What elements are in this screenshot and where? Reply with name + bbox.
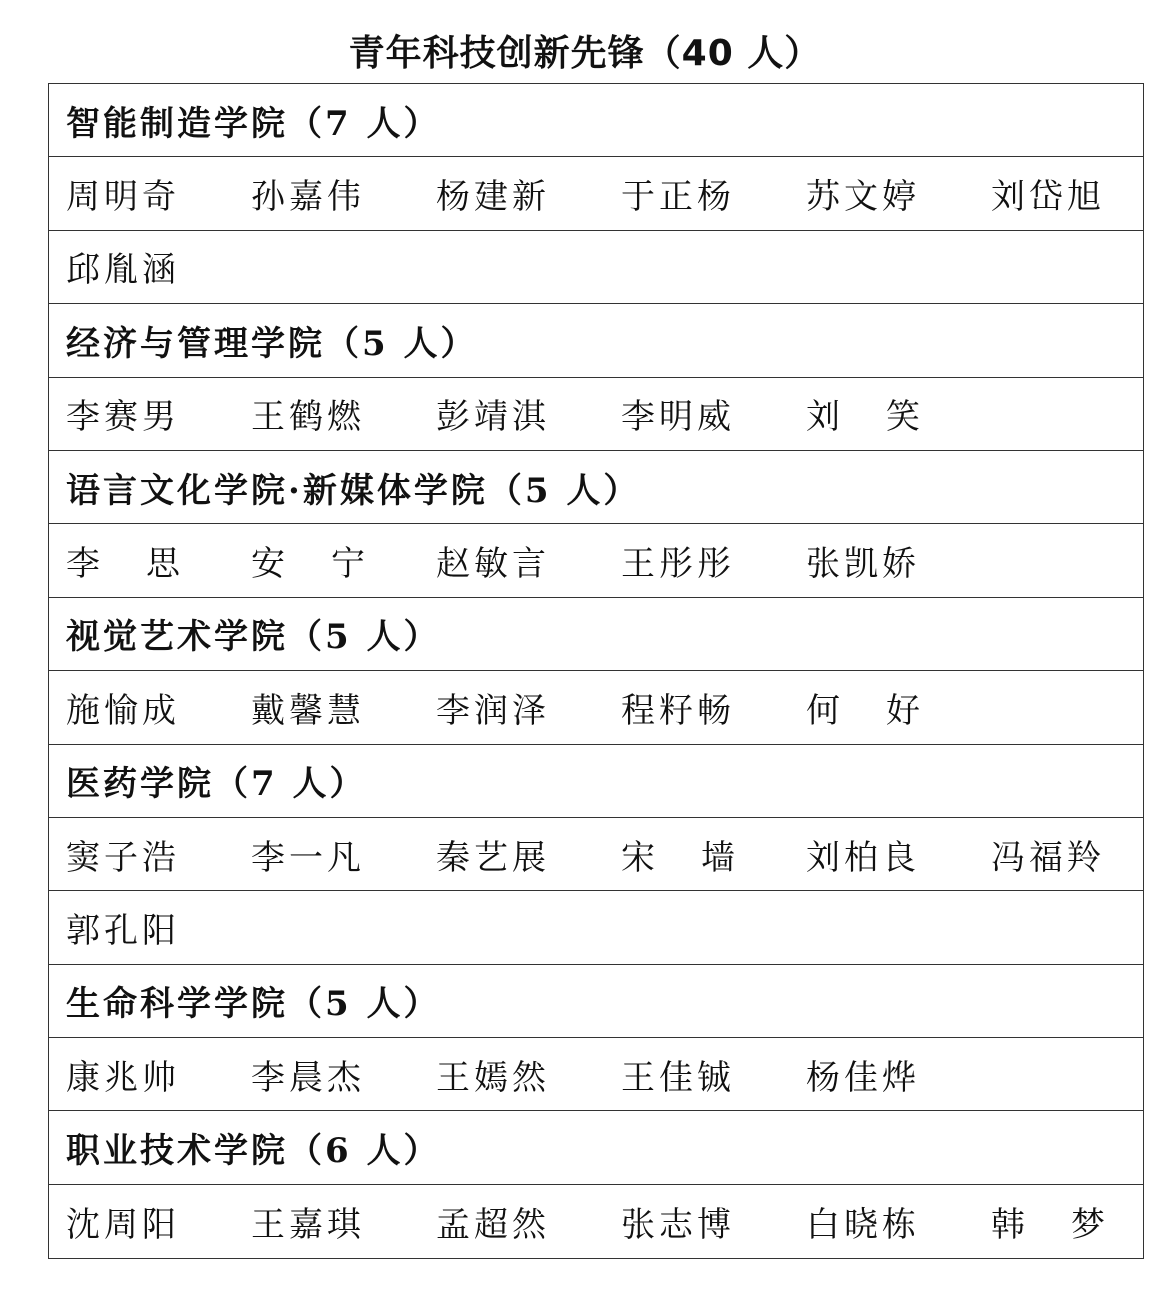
person-name: 李润泽: [436, 690, 550, 731]
name-row: [49, 818, 1143, 891]
person-name: 康兆帅: [66, 1057, 180, 1098]
person-name: 周明奇: [66, 177, 180, 218]
person-name: 杨建新: [436, 177, 550, 218]
person-name: 程籽畅: [621, 690, 735, 731]
person-name: 刘 笑: [806, 397, 924, 438]
section-heading: 经济与管理学院（5 人）: [49, 304, 1143, 377]
person-name: 刘岱旭: [991, 177, 1105, 218]
name-row: [49, 1185, 1143, 1258]
person-name: 窦子浩: [66, 837, 180, 878]
section-heading: 生命科学学院（5 人）: [49, 965, 1143, 1038]
name-row: [49, 1038, 1143, 1111]
section-heading: 医药学院（7 人）: [49, 745, 1143, 818]
name-row: [49, 157, 1143, 230]
person-name: 孟超然: [436, 1205, 550, 1246]
person-name: 王佳铖: [621, 1057, 735, 1098]
name-row: [49, 891, 1143, 964]
person-name: 秦艺展: [436, 837, 550, 878]
person-name: 郭孔阳: [66, 910, 180, 951]
person-name: 邱胤涵: [66, 250, 180, 291]
person-name: 宋 墙: [621, 837, 739, 878]
person-name: 戴馨慧: [251, 690, 365, 731]
person-name: 李赛男: [66, 397, 180, 438]
person-name: 孙嘉伟: [251, 177, 365, 218]
section-heading: 智能制造学院（7 人）: [49, 84, 1143, 157]
person-name: 韩 梦: [991, 1205, 1109, 1246]
roster-table: [48, 83, 1144, 1259]
person-name: 王嘉琪: [251, 1205, 365, 1246]
section-heading: 职业技术学院（6 人）: [49, 1111, 1143, 1184]
person-name: 刘柏良: [806, 837, 920, 878]
person-name: 张凯娇: [806, 544, 920, 585]
name-row: [49, 524, 1143, 597]
person-name: 白晓栋: [806, 1205, 920, 1246]
person-name: 苏文婷: [806, 177, 920, 218]
person-name: 冯福羚: [991, 837, 1105, 878]
person-name: 彭靖淇: [436, 397, 550, 438]
person-name: 安 宁: [251, 544, 369, 585]
person-name: 张志博: [621, 1205, 735, 1246]
person-name: 于正杨: [621, 177, 735, 218]
person-name: 李一凡: [251, 837, 365, 878]
person-name: 沈周阳: [66, 1205, 180, 1246]
person-name: 李晨杰: [251, 1057, 365, 1098]
section-heading: 视觉艺术学院（5 人）: [49, 598, 1143, 671]
person-name: 王彤彤: [621, 544, 735, 585]
person-name: 王嫣然: [436, 1057, 550, 1098]
name-row: [49, 231, 1143, 304]
name-row: [49, 378, 1143, 451]
person-name: 李明威: [621, 397, 735, 438]
section-heading: 语言文化学院·新媒体学院（5 人）: [49, 451, 1143, 524]
person-name: 王鹤燃: [251, 397, 365, 438]
person-name: 何 好: [806, 690, 924, 731]
person-name: 李 思: [66, 544, 184, 585]
document-title: 青年科技创新先锋（40 人）: [348, 33, 822, 74]
person-name: 施愉成: [66, 690, 180, 731]
name-row: [49, 671, 1143, 744]
person-name: 杨佳烨: [806, 1057, 920, 1098]
person-name: 赵敏言: [436, 544, 550, 585]
